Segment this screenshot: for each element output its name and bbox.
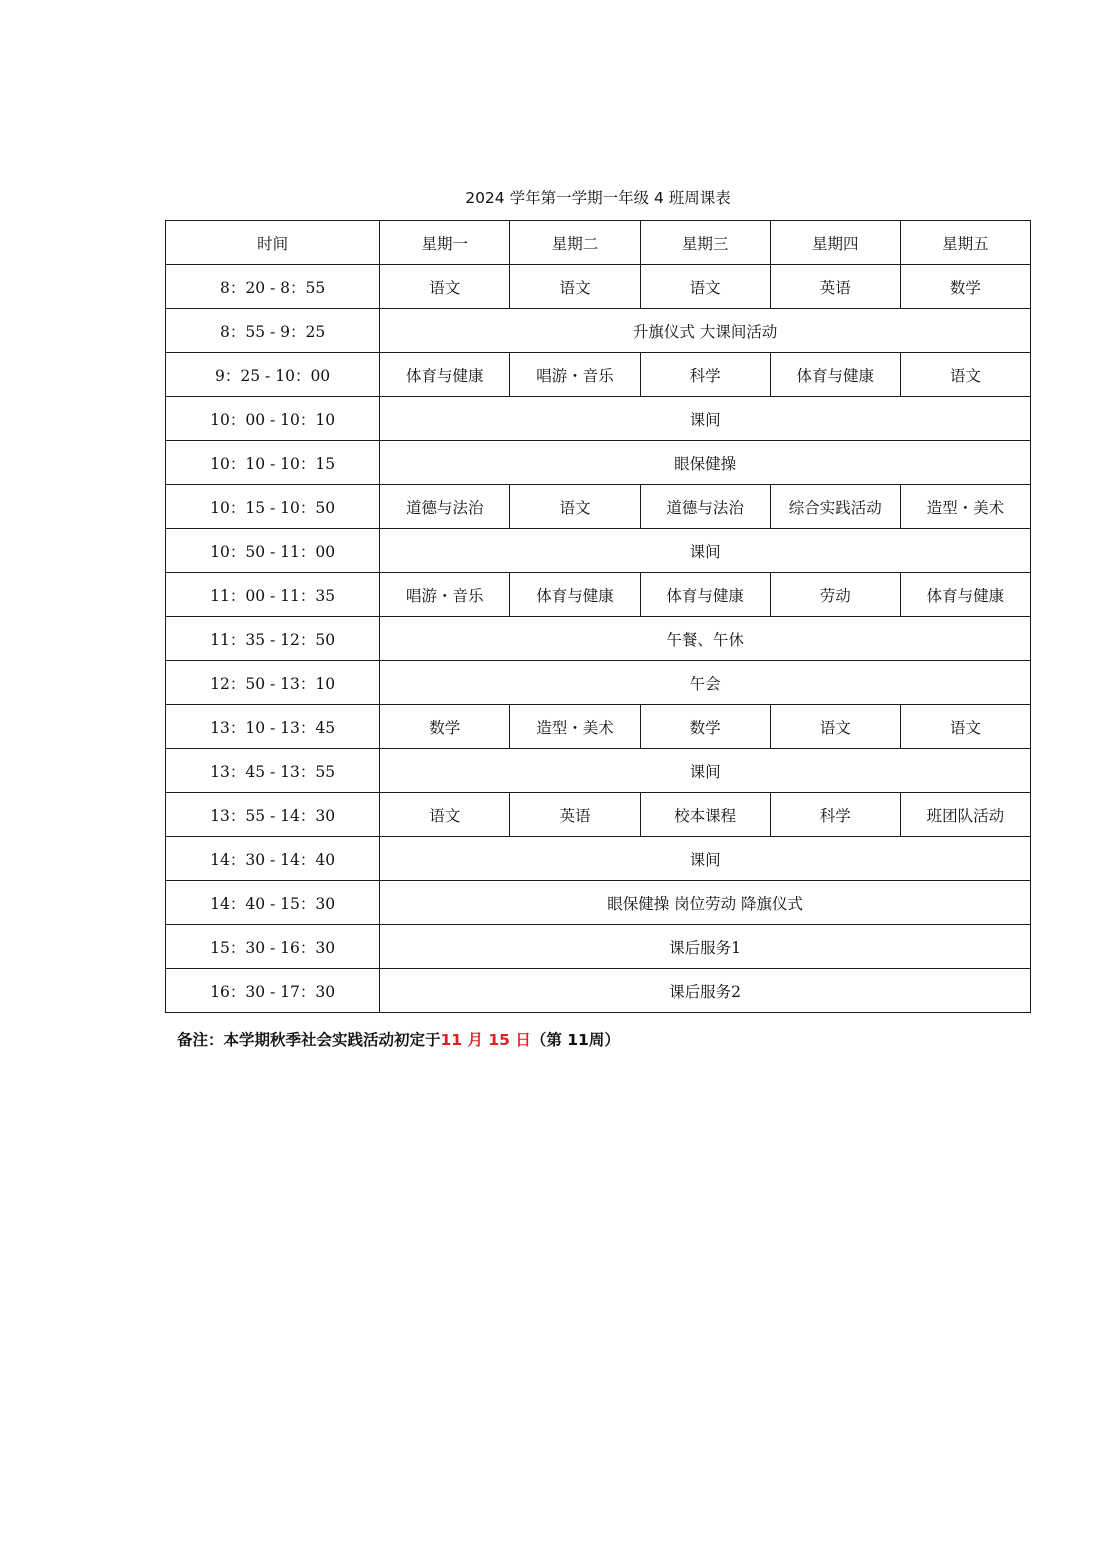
activity-span-cell: 眼保健操 (380, 441, 1031, 485)
activity-span-cell: 午餐、午休 (380, 617, 1031, 661)
time-cell: 16：30 - 17：30 (166, 969, 380, 1013)
subject-cell-tuesday: 体育与健康 (510, 573, 640, 617)
subject-cell-wednesday: 语文 (640, 265, 770, 309)
table-row (166, 485, 1031, 529)
note-prefix: 备注：本学期秋季社会实践活动初定于 (177, 1031, 441, 1049)
table-row (166, 573, 1031, 617)
table-row (166, 617, 1031, 661)
activity-span-cell: 课后服务1 (380, 925, 1031, 969)
time-cell: 15：30 - 16：30 (166, 925, 380, 969)
table-row (166, 925, 1031, 969)
subject-cell-monday: 语文 (380, 793, 510, 837)
activity-span-cell: 课间 (380, 749, 1031, 793)
remark-note (177, 1028, 620, 1052)
activity-span-cell: 眼保健操 岗位劳动 降旗仪式 (380, 881, 1031, 925)
subject-cell-monday: 体育与健康 (380, 353, 510, 397)
table-row (166, 881, 1031, 925)
time-cell: 14：30 - 14：40 (166, 837, 380, 881)
time-cell: 8：55 - 9：25 (166, 309, 380, 353)
time-cell: 13：10 - 13：45 (166, 705, 380, 749)
subject-cell-thursday: 科学 (770, 793, 900, 837)
time-cell: 11：00 - 11：35 (166, 573, 380, 617)
page-title: 2024 学年第一学期一年级 4 班周课表 (465, 189, 731, 207)
subject-cell-tuesday: 英语 (510, 793, 640, 837)
subject-cell-thursday: 语文 (770, 705, 900, 749)
header-wednesday: 星期三 (640, 221, 770, 265)
activity-span-cell: 课间 (380, 837, 1031, 881)
table-row (166, 969, 1031, 1013)
activity-span-cell: 升旗仪式 大课间活动 (380, 309, 1031, 353)
subject-cell-friday: 语文 (900, 353, 1030, 397)
subject-cell-monday: 道德与法治 (380, 485, 510, 529)
time-cell: 13：55 - 14：30 (166, 793, 380, 837)
header-monday: 星期一 (380, 221, 510, 265)
subject-cell-friday: 数学 (900, 265, 1030, 309)
header-thursday: 星期四 (770, 221, 900, 265)
time-cell: 10：00 - 10：10 (166, 397, 380, 441)
subject-cell-tuesday: 语文 (510, 485, 640, 529)
time-cell: 11：35 - 12：50 (166, 617, 380, 661)
time-cell: 9：25 - 10：00 (166, 353, 380, 397)
table-row (166, 353, 1031, 397)
subject-cell-monday: 唱游・音乐 (380, 573, 510, 617)
activity-span-cell: 午会 (380, 661, 1031, 705)
header-tuesday: 星期二 (510, 221, 640, 265)
subject-cell-thursday: 体育与健康 (770, 353, 900, 397)
header-time: 时间 (166, 221, 380, 265)
table-row (166, 529, 1031, 573)
time-cell: 12：50 - 13：10 (166, 661, 380, 705)
time-cell: 13：45 - 13：55 (166, 749, 380, 793)
table-row (166, 705, 1031, 749)
activity-span-cell: 课间 (380, 397, 1031, 441)
table-row (166, 749, 1031, 793)
activity-span-cell: 课间 (380, 529, 1031, 573)
table-row (166, 661, 1031, 705)
table-row (166, 265, 1031, 309)
time-cell: 14：40 - 15：30 (166, 881, 380, 925)
time-cell: 8：20 - 8：55 (166, 265, 380, 309)
note-suffix: （第 11周） (530, 1031, 620, 1049)
subject-cell-wednesday: 校本课程 (640, 793, 770, 837)
table-row (166, 309, 1031, 353)
subject-cell-friday: 班团队活动 (900, 793, 1030, 837)
subject-cell-monday: 数学 (380, 705, 510, 749)
subject-cell-thursday: 综合实践活动 (770, 485, 900, 529)
activity-span-cell: 课后服务2 (380, 969, 1031, 1013)
table-header-row (166, 221, 1031, 265)
subject-cell-tuesday: 造型・美术 (510, 705, 640, 749)
subject-cell-friday: 造型・美术 (900, 485, 1030, 529)
time-cell: 10：50 - 11：00 (166, 529, 380, 573)
table-row (166, 397, 1031, 441)
time-cell: 10：10 - 10：15 (166, 441, 380, 485)
table-row (166, 441, 1031, 485)
table-row (166, 837, 1031, 881)
subject-cell-tuesday: 唱游・音乐 (510, 353, 640, 397)
subject-cell-wednesday: 科学 (640, 353, 770, 397)
table-body (166, 265, 1031, 1013)
table-row (166, 793, 1031, 837)
subject-cell-friday: 语文 (900, 705, 1030, 749)
time-cell: 10：15 - 10：50 (166, 485, 380, 529)
subject-cell-monday: 语文 (380, 265, 510, 309)
subject-cell-wednesday: 道德与法治 (640, 485, 770, 529)
note-date: 11 月 15 日 (440, 1031, 531, 1049)
subject-cell-wednesday: 数学 (640, 705, 770, 749)
subject-cell-tuesday: 语文 (510, 265, 640, 309)
subject-cell-thursday: 劳动 (770, 573, 900, 617)
header-friday: 星期五 (900, 221, 1030, 265)
subject-cell-friday: 体育与健康 (900, 573, 1030, 617)
subject-cell-thursday: 英语 (770, 265, 900, 309)
weekly-schedule-table (165, 220, 1031, 1013)
subject-cell-wednesday: 体育与健康 (640, 573, 770, 617)
